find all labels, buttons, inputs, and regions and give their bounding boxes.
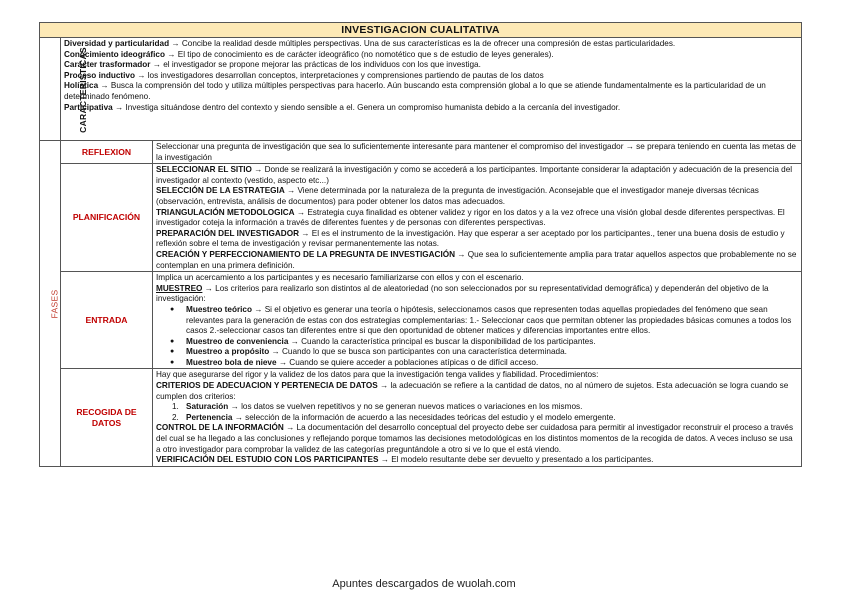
caracteristica-item: Participativa → Investiga situándose dentro del contexto y siendo sensible a el. Genera un compromiso humanista debido a la cercanía del investigador. <box>64 102 621 112</box>
planificacion-content <box>153 164 802 272</box>
caracteristica-item: Proceso inductivo → los investigadores desarrollan conceptos, interpretaciones y comprensiones partiendo de pautas de los datos <box>64 70 544 80</box>
entrada-label: ENTRADA <box>61 272 153 369</box>
planificacion-item: TRIANGULACIÓN METODOLOGICA → Estrategia cuya finalidad es obtener validez y rigor en los datos y a la vez ofrece una visión global desde diferentes perspectivas. El investigador coteja la información a través de diferentes fuentes y de personas con diferentes perspectivas. <box>156 207 785 228</box>
muestreo-item: ● Muestreo a propósito → Cuando lo que se busca son participantes con una característica determinada. <box>186 347 798 358</box>
planificacion-label: PLANIFICACIÓN <box>61 164 153 272</box>
caracteristica-item: Holística → Busca la comprensión del todo y utiliza múltiples perspectivas para hacerlo. Aún buscando esta comprensión global a lo que se atiende fundamentalmente es la particularidad de un determinado fenómeno. <box>64 81 766 101</box>
reflexion-content: Seleccionar una pregunta de investigación que sea lo suficientemente interesante para mantener el compromiso del investigador → se prepara teniendo en cuenta las metas de la investigación <box>153 141 802 164</box>
footer-note: Apuntes descargados de wuolah.com <box>332 578 516 590</box>
muestreo-list <box>156 305 798 369</box>
muestreo-item: ● Muestreo de conveniencia → Cuando la característica principal es buscar la disponibilidad de los participantes. <box>186 337 798 348</box>
summary-table <box>39 22 802 467</box>
caracteristica-item: Carácter trasformador → el investigador se propone mejorar las prácticas de los individuos con los que investiga. <box>64 60 481 70</box>
criterios-list <box>156 402 798 423</box>
entrada-content: Implica un acercamiento a los participantes y es necesario familiarizarse con ellos y con el escenario. MUESTREO → Los criterios para realizarlo son distintos al de aleatoriedad (no son seleccionados por su representatividad demográfica) y dependerán del objetivo de la investigación: ● Muestreo teórico → Si el objetivo es generar una teoría o hipótesis, seleccionamos casos que representen todas aquellas propiedades del fenómeno que sean relevantes para la generación de estas con dos estrategias complementarias: 1.- Seleccionar caos que permitan obtener las propiedades básicas comunes a todos los casos 2.-seleccionar casos tan diferentes entre si que den oportunidad de obtener matices y diferencias importantes entre ellos. ● Muestreo de conveniencia → Cuando la característica principal es buscar la disponibilidad de los participantes. ● Muestreo a propósito → Cuando lo que se busca son participantes con una característica determinada. ● Muestreo bola de nieve → Cuando se quiere acceder a poblaciones atípicas o de difícil acceso. <box>153 272 802 369</box>
planificacion-item: CREACIÓN Y PERFECCIONAMIENTO DE LA PREGUNTA DE INVESTIGACIÓN → Que sea lo suficientemente amplia para tratar aquellos aspectos que probablemente no se contemplan en una primera definición. <box>156 249 797 270</box>
planificacion-item: SELECCIÓN DE LA ESTRATEGIA → Viene determinada por la naturaleza de la pregunta de investigación. Aconsejable que el investigador maneje diversas técnicas (observación, entrevista, análisis de documentos) para poder obtener los datos mas adecuados. <box>156 186 759 206</box>
caracteristica-item: Conocimiento ideográfico → El tipo de conocimiento es de carácter ideográfico (no nomotético que s de estudio de leyes generales). <box>64 49 554 59</box>
criterio-item: 1. Saturación → los datos se vuelven repetitivos y no se generan nuevos matices o variaciones en los mismos. <box>172 402 583 412</box>
document-title: INVESTIGACION CUALITATIVA <box>40 23 802 38</box>
muestreo-item: ● Muestreo teórico → Si el objetivo es generar una teoría o hipótesis, seleccionamos casos que representen todas aquellas propiedades del fenómeno que sean relevantes para la generación de estas con dos estrategias complementarias: 1.- Seleccionar caos que permitan obtener las propiedades básicas comunes a todos los casos 2.-seleccionar casos tan diferentes entre si que den oportunidad de obtener matices y diferencias importantes entre ellos. <box>186 305 798 337</box>
recogida-content: Hay que asegurarse del rigor y la validez de los datos para que la investigación tenga valides y fiabilidad. Procedimientos: CRITERIOS DE ADECUACION Y PERTENECIA DE DATOS → la adecuación se refiere a la cantidad de datos, no al número de sujetos. Esta adecuación se logra cuando se cumplen dos criterios: 1. Saturación → los datos se vuelven repetitivos y no se generan nuevos matices o variaciones en los mismos. 2. Pertenencia → selección de la información de acuerdo a las necesidades teóricas del estudio y el modelo emergente. CONTROL DE LA INFORMACIÓN → La documentación del desarrollo conceptual del proyecto debe ser cuidadosa para permitir al investigador reconstruir el proceso a través del cual se ha llegado a las conclusiones y reflejando porque tomamos las decisiones metodológicas en los distintos momentos de la recogida de datos. A veces incluso se usa a otro investigador para comprobar la validez de las categorías preguntándole a otro si ve lo que el está viendo. VERIFICACIÓN DEL ESTUDIO CON LOS PARTICIPANTES → El modelo resultante debe ser devuelto y presentado a los participantes. <box>153 369 802 466</box>
document-sheet <box>39 22 802 467</box>
criterio-item: 2. Pertenencia → selección de la información de acuerdo a las necesidades teóricas del estudio y el modelo emergente. <box>172 412 616 422</box>
planificacion-item: SELECCIONAR EL SITIO → Donde se realizará la investigación y como se accederá a los participantes. Importante considerar la adaptación y adecuación de la presencia del investigador al contexto (vestido, aspecto etc...) <box>156 165 793 185</box>
caracteristica-item: Diversidad y particularidad → Concibe la realidad desde múltiples perspectivas. Una de sus características es la de ofrecer una compresión de estas particularidades. <box>64 39 676 48</box>
reflexion-label: REFLEXION <box>61 141 153 164</box>
planificacion-item: PREPARACIÓN DEL INVESTIGADOR → El es el instrumento de la investigación. Hay que esperar a ser aceptado por los participantes., tener una buena dosis de estudio y reflexión sobre el tema de investigación y revisar permanentemente las notas. <box>156 228 785 249</box>
caracteristicas-side-label: CARACTERISTICAS <box>40 38 61 141</box>
caracteristicas-content <box>61 38 802 141</box>
muestreo-item: ● Muestreo bola de nieve → Cuando se quiere acceder a poblaciones atípicas o de difícil acceso. <box>186 358 798 369</box>
recogida-label: RECOGIDA DE DATOS <box>61 369 153 466</box>
fases-side-label: FASES <box>40 141 61 467</box>
